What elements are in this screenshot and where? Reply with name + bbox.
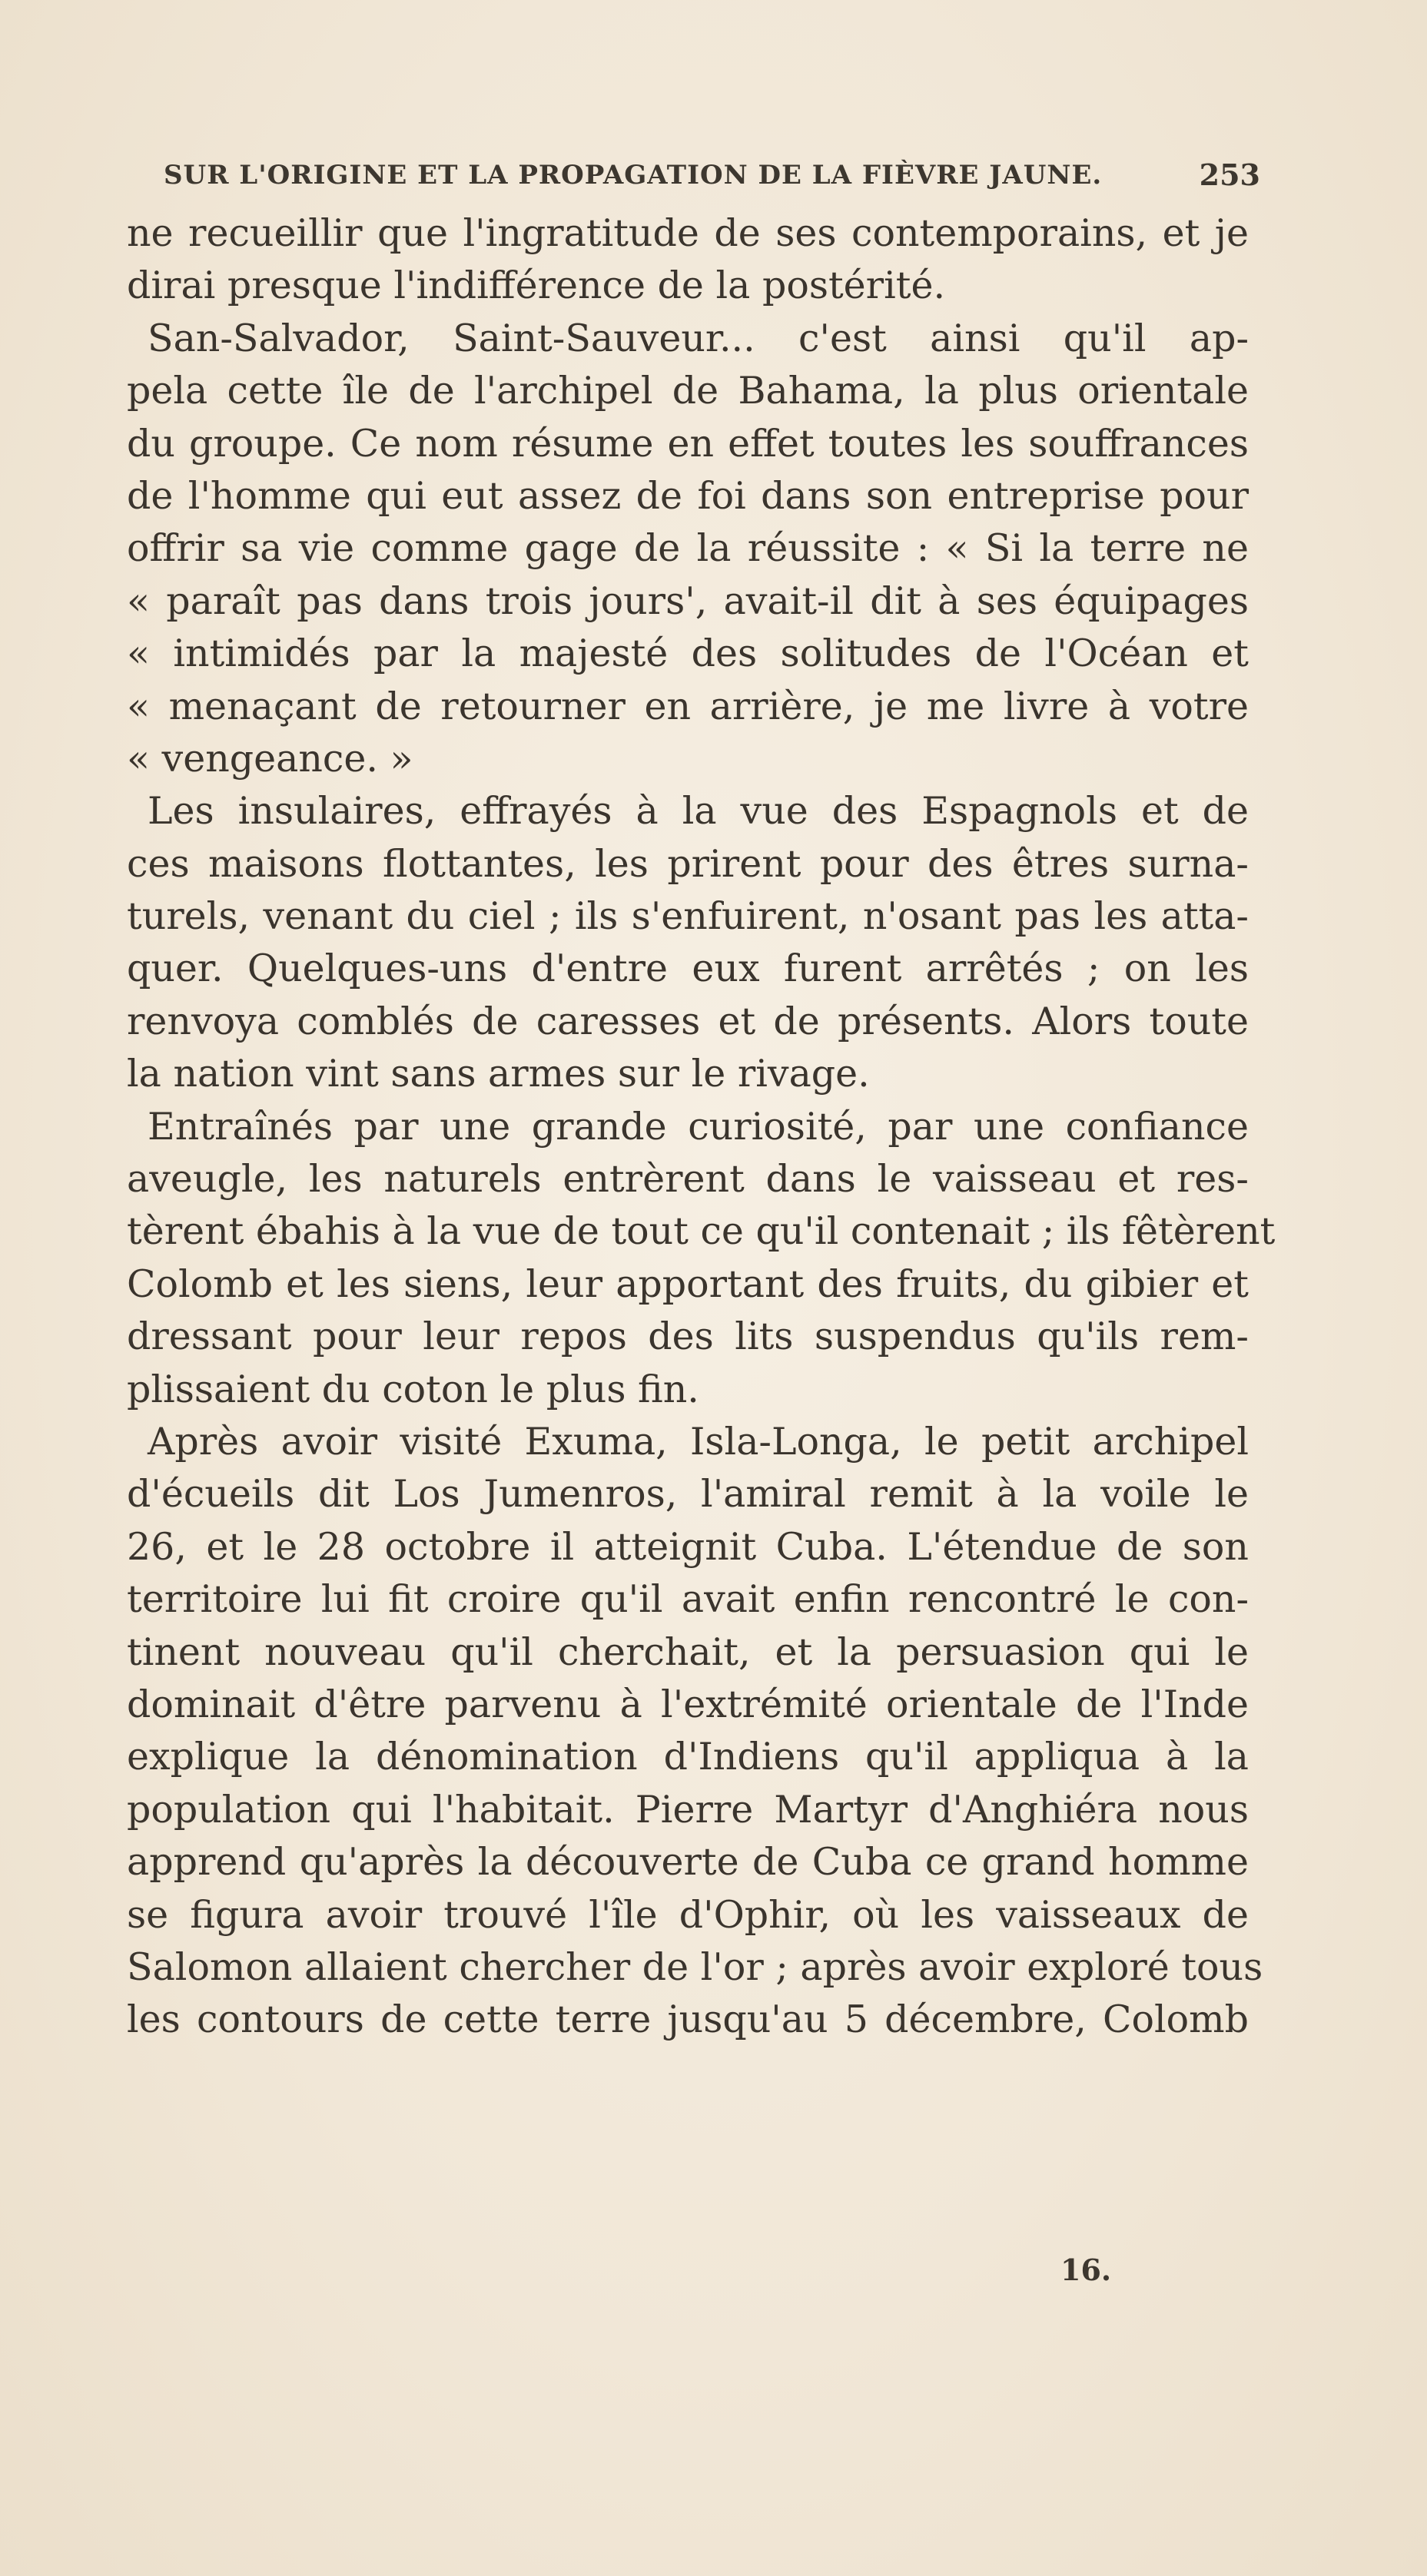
text-line: territoire lui fit croire qu'il avait enfin rencontré le con- <box>127 1577 1249 1622</box>
running-head: SUR L'ORIGINE ET LA PROPAGATION DE LA FIÈVRE JAUNE. <box>164 160 1103 191</box>
text-line: ces maisons flottantes, les prirent pour des êtres surna- <box>127 841 1249 886</box>
text-line: se figura avoir trouvé l'île d'Ophir, où les vaisseaux de <box>127 1892 1249 1937</box>
text-line: tèrent ébahis à la vue de tout ce qu'il contenait ; ils fêtèrent <box>127 1209 1276 1254</box>
text-line: dirai presque l'indifférence de la postérité. <box>127 264 946 308</box>
text-line: apprend qu'après la découverte de Cuba ce grand homme <box>127 1840 1249 1885</box>
signature-mark: 16. <box>1060 2253 1112 2287</box>
text-line: Les insulaires, effrayés à la vue des Espagnols et de <box>148 789 1249 834</box>
text-line: Colomb et les siens, leur apportant des fruits, du gibier et <box>127 1261 1249 1306</box>
page-number: 253 <box>1199 157 1260 192</box>
text-line: du groupe. Ce nom résume en effet toutes les souffrances <box>127 421 1249 466</box>
text-line: explique la dénomination d'Indiens qu'il appliqua à la <box>127 1735 1249 1779</box>
text-line: population qui l'habitait. Pierre Martyr d'Anghiéra nous <box>127 1787 1249 1832</box>
body-text <box>127 207 1276 2047</box>
text-line: Après avoir visité Exuma, Isla-Longa, le petit archipel <box>148 1419 1249 1464</box>
text-line: renvoya comblés de caresses et de présents. Alors toute <box>127 999 1249 1043</box>
text-line: Entraînés par une grande curiosité, par une confiance <box>148 1104 1249 1149</box>
text-line: dressant pour leur repos des lits suspendus qu'ils rem- <box>127 1315 1249 1359</box>
text-line: ne recueillir que l'ingratitude de ses contemporains, et je <box>127 211 1249 255</box>
text-line: offrir sa vie comme gage de la réussite : « Si la terre ne <box>127 526 1249 571</box>
text-line: 26, et le 28 octobre il atteignit Cuba. L'étendue de son <box>127 1524 1249 1569</box>
text-line: quer. Quelques-uns d'entre eux furent arrêtés ; on les <box>127 947 1249 991</box>
text-line: pela cette île de l'archipel de Bahama, la plus orientale <box>127 369 1249 413</box>
text-line: « menaçant de retourner en arrière, je me livre à votre <box>127 684 1249 728</box>
text-line: d'écueils dit Los Jumenros, l'amiral remit à la voile le <box>127 1472 1249 1517</box>
text-line: tinent nouveau qu'il cherchait, et la persuasion qui le <box>127 1629 1249 1674</box>
text-line: plissaient du coton le plus fin. <box>127 1367 699 1411</box>
text-line: « intimidés par la majesté des solitudes de l'Océan et <box>127 632 1249 676</box>
text-line: « paraît pas dans trois jours', avait-il dit à ses équipages <box>127 579 1249 623</box>
text-line: turels, venant du ciel ; ils s'enfuirent, n'osant pas les atta- <box>127 894 1249 939</box>
page-header <box>164 152 1260 198</box>
text-line: « vengeance. » <box>127 736 413 781</box>
text-line: dominait d'être parvenu à l'extrémité orientale de l'Inde <box>127 1682 1249 1726</box>
text-line: les contours de cette terre jusqu'au 5 décembre, Colomb <box>127 1997 1249 2042</box>
text-line: la nation vint sans armes sur le rivage. <box>127 1052 870 1096</box>
text-line: San-Salvador, Saint-Sauveur... c'est ainsi qu'il ap- <box>148 316 1249 360</box>
text-line: aveugle, les naturels entrèrent dans le vaisseau et res- <box>127 1157 1249 1202</box>
text-line: Salomon allaient chercher de l'or ; après avoir exploré tous <box>127 1944 1263 1989</box>
text-line: de l'homme qui eut assez de foi dans son entreprise pour <box>127 473 1249 518</box>
